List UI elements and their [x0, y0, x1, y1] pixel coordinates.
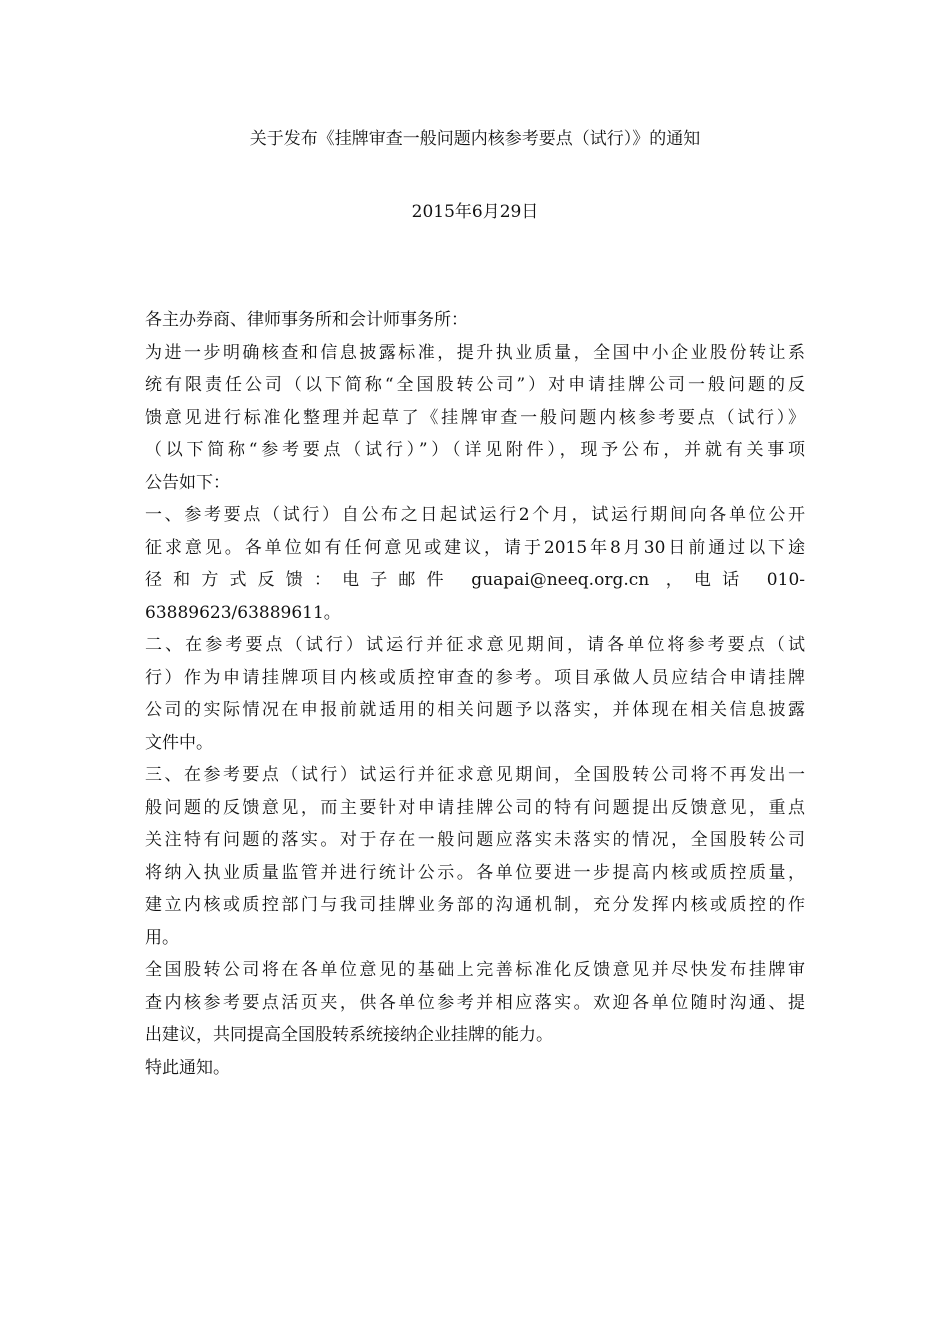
document-date: 2015年6月29日	[411, 202, 539, 222]
text-line: 行）作为申请挂牌项目内核或质控审查的参考。项目承做人员应结合申请挂牌	[145, 667, 805, 688]
text-line: 统有限责任公司（以下简称“全国股转公司”）对申请挂牌公司一般问题的反	[145, 375, 805, 395]
item-1-paragraph	[145, 499, 805, 629]
signoff-paragraph	[145, 1052, 805, 1085]
text-line: 公司的实际情况在申报前就适用的相关问题予以落实，并体现在相关信息披露	[145, 700, 805, 720]
addressee-line: 各主办券商、律师事务所和会计师事务所：	[145, 310, 468, 330]
signoff-line: 特此通知。	[145, 1057, 230, 1078]
text-line: 公告如下：	[145, 472, 230, 493]
contact-line: 径和方式反馈：电子邮件 guapai@neeq.org.cn ，电话 010-	[145, 570, 805, 590]
text-line: 二、在参考要点（试行）试运行并征求意见期间，请各单位将参考要点（试	[145, 635, 805, 655]
item-2-paragraph	[145, 629, 805, 759]
intro-paragraph	[145, 337, 805, 500]
text-line: 一、参考要点（试行）自公布之日起试运行2个月，试运行期间向各单位公开	[145, 505, 805, 525]
item-3-paragraph	[145, 759, 805, 954]
addressee-paragraph	[145, 304, 805, 337]
text-line: 查内核参考要点活页夹，供各单位参考并相应落实。欢迎各单位随时沟通、提	[145, 992, 805, 1013]
text-line: 般问题的反馈意见，而主要针对申请挂牌公司的特有问题提出反馈意见，重点	[145, 797, 805, 818]
text-line: 63889623/63889611。	[145, 602, 341, 623]
closing-paragraph	[145, 954, 805, 1052]
text-line: 用。	[145, 927, 179, 948]
text-line: 馈意见进行标准化整理并起草了《挂牌审查一般问题内核参考要点（试行）》	[145, 407, 805, 428]
text-line: 文件中。	[145, 732, 213, 753]
text-line: 关注特有问题的落实。对于存在一般问题应落实未落实的情况，全国股转公司	[145, 830, 805, 850]
text-line: 建立内核或质控部门与我司挂牌业务部的沟通机制，充分发挥内核或质控的作	[145, 895, 805, 915]
document-title: 关于发布《挂牌审查一般问题内核参考要点（试行）》的通知	[249, 129, 701, 149]
document-body	[145, 304, 805, 1084]
text-line: 出建议，共同提高全国股转系统接纳企业挂牌的能力。	[145, 1025, 553, 1045]
text-line: 三、在参考要点（试行）试运行并征求意见期间，全国股转公司将不再发出一	[145, 765, 805, 785]
text-line: （以下简称“参考要点（试行）”）（详见附件），现予公布，并就有关事项	[145, 440, 805, 460]
text-line: 为进一步明确核查和信息披露标准，提升执业质量，全国中小企业股份转让系	[145, 342, 805, 363]
text-line: 将纳入执业质量监管并进行统计公示。各单位要进一步提高内核或质控质量，	[145, 862, 805, 883]
text-line: 征求意见。各单位如有任何意见或建议，请于2015年8月30日前通过以下途	[145, 537, 805, 558]
text-line: 全国股转公司将在各单位意见的基础上完善标准化反馈意见并尽快发布挂牌审	[145, 960, 805, 980]
